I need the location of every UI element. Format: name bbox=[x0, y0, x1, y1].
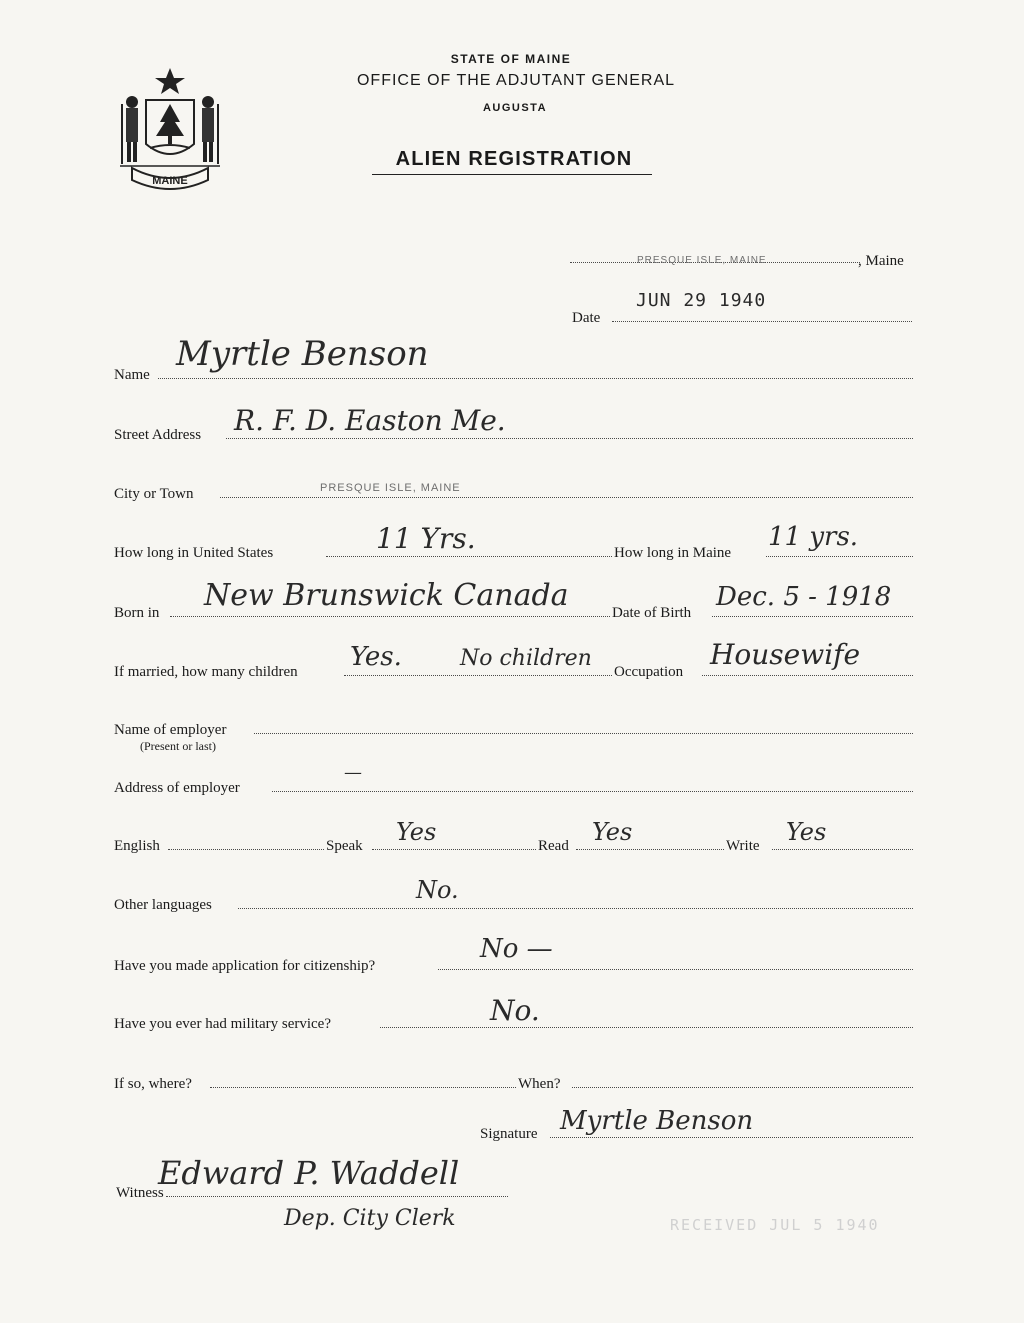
married-label: If married, how many children bbox=[114, 664, 298, 680]
other-languages-line bbox=[238, 908, 913, 909]
employer-sublabel: (Present or last) bbox=[140, 739, 216, 753]
form-title: ALIEN REGISTRATION bbox=[395, 148, 633, 170]
born-value: New Brunswick Canada bbox=[204, 578, 569, 613]
place-stamp: PRESQUE ISLE, MAINE bbox=[637, 255, 767, 266]
write-line bbox=[772, 849, 913, 850]
name-value: Myrtle Benson bbox=[176, 334, 429, 374]
years-maine-line bbox=[766, 556, 913, 557]
where-line bbox=[210, 1087, 516, 1088]
witness-line bbox=[166, 1196, 508, 1197]
other-languages-label: Other languages bbox=[114, 897, 212, 913]
employer-address-label: Address of employer bbox=[114, 780, 240, 796]
when-label: When? bbox=[518, 1076, 561, 1092]
title-underline bbox=[372, 174, 652, 175]
occupation-line bbox=[702, 675, 913, 676]
years-maine-value: 11 yrs. bbox=[768, 522, 859, 552]
military-label: Have you ever had military service? bbox=[114, 1016, 331, 1032]
years-us-label: How long in United States bbox=[114, 545, 274, 561]
born-line bbox=[170, 616, 610, 617]
speak-label: Speak bbox=[326, 838, 363, 854]
when-line bbox=[572, 1087, 913, 1088]
name-line bbox=[158, 378, 913, 379]
employer-address-line bbox=[272, 791, 913, 792]
date-label: Date bbox=[572, 310, 601, 326]
speak-line bbox=[372, 849, 536, 850]
city-line bbox=[220, 497, 913, 498]
street-value: R. F. D. Easton Me. bbox=[234, 404, 506, 437]
employer-address-value: — bbox=[344, 762, 362, 783]
signature-line bbox=[550, 1137, 913, 1138]
street-label: Street Address bbox=[114, 427, 202, 443]
speak-value: Yes bbox=[396, 818, 437, 846]
married-value: Yes. bbox=[350, 642, 402, 672]
married-line bbox=[344, 675, 612, 676]
signature-label: Signature bbox=[480, 1126, 538, 1142]
citizenship-line bbox=[438, 969, 913, 970]
born-label: Born in bbox=[114, 605, 160, 621]
city-label: City or Town bbox=[114, 486, 194, 502]
military-line bbox=[380, 1027, 913, 1028]
employer-label: Name of employer bbox=[114, 722, 227, 738]
witness-title: Dep. City Clerk bbox=[284, 1206, 456, 1231]
other-languages-value: No. bbox=[416, 876, 459, 904]
street-line bbox=[226, 438, 913, 439]
dob-line bbox=[712, 616, 913, 617]
years-maine-label: How long in Maine bbox=[614, 545, 732, 561]
read-value: Yes bbox=[592, 818, 633, 846]
dob-label: Date of Birth bbox=[612, 605, 692, 621]
years-us-value: 11 Yrs. bbox=[376, 522, 476, 555]
english-line bbox=[168, 849, 324, 850]
city-value: PRESQUE ISLE, MAINE bbox=[320, 482, 461, 494]
seal-text: MAINE bbox=[152, 175, 188, 187]
witness-label: Witness bbox=[116, 1185, 164, 1201]
date-line bbox=[612, 321, 912, 322]
military-value: No. bbox=[490, 994, 540, 1027]
dob-value: Dec. 5 - 1918 bbox=[716, 582, 892, 612]
read-label: Read bbox=[538, 838, 569, 854]
header-city: AUGUSTA bbox=[482, 102, 548, 114]
english-label: English bbox=[114, 838, 160, 854]
name-label: Name bbox=[114, 367, 150, 383]
children-value: No children bbox=[460, 646, 592, 671]
read-line bbox=[576, 849, 724, 850]
occupation-label: Occupation bbox=[614, 664, 684, 680]
signature-value: Myrtle Benson bbox=[560, 1106, 754, 1136]
years-us-line bbox=[326, 556, 612, 557]
employer-line bbox=[254, 733, 913, 734]
header-office: OFFICE OF THE ADJUTANT GENERAL bbox=[356, 72, 676, 89]
date-value: JUN 29 1940 bbox=[636, 290, 767, 311]
where-label: If so, where? bbox=[114, 1076, 192, 1092]
witness-value: Edward P. Waddell bbox=[158, 1154, 460, 1192]
write-value: Yes bbox=[786, 818, 827, 846]
header-state: STATE OF MAINE bbox=[450, 52, 572, 66]
received-stamp: RECEIVED JUL 5 1940 bbox=[670, 1216, 880, 1234]
citizenship-value: No — bbox=[480, 934, 553, 964]
write-label: Write bbox=[726, 838, 760, 854]
place-suffix: , Maine bbox=[858, 253, 904, 269]
occupation-value: Housewife bbox=[710, 638, 861, 671]
citizenship-label: Have you made application for citizenship? bbox=[114, 958, 376, 974]
